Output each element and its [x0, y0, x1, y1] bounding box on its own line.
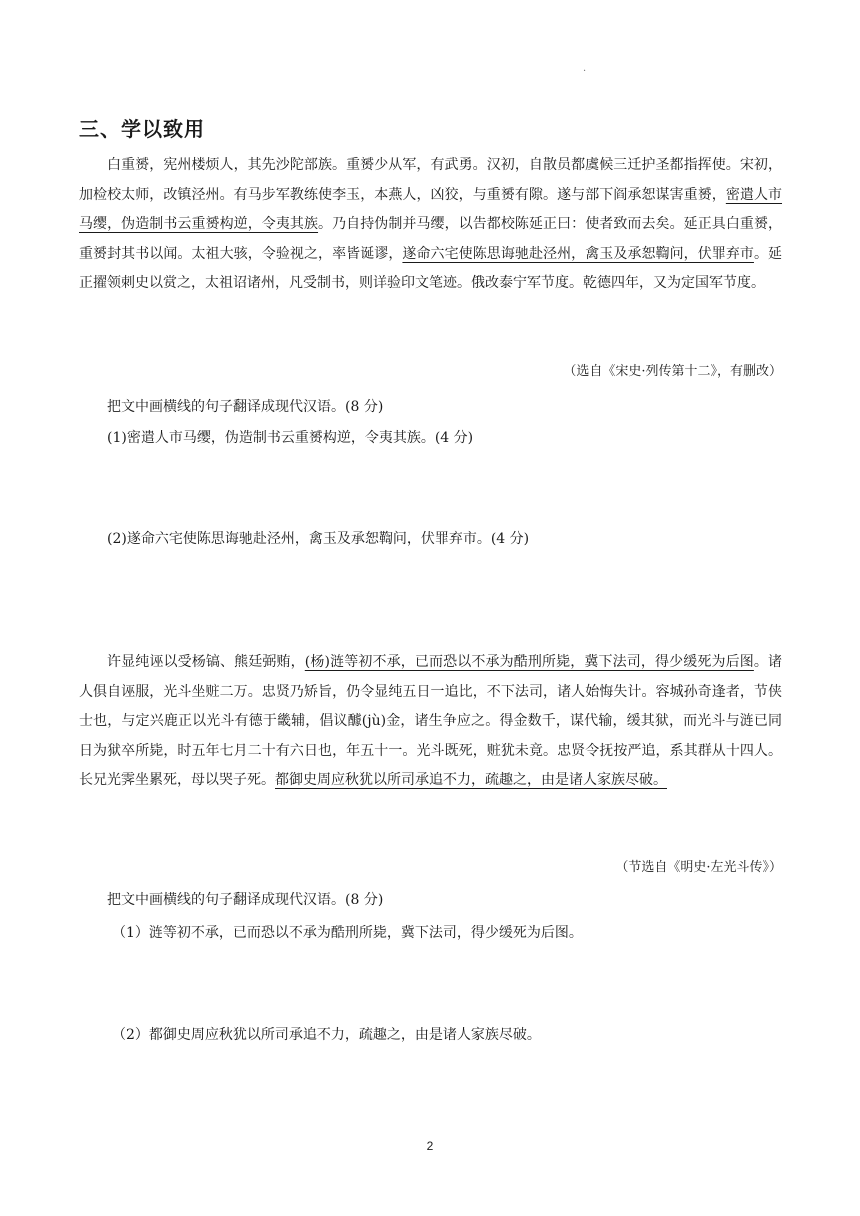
passage-ming-shi — [79, 648, 782, 796]
question-2-1: （1）涟等初不承，已而恐以不承为酷刑所毙，冀下法司，得少缓死为后图。 — [112, 925, 583, 941]
source-citation-2: （节选自《明史·左光斗传》） — [615, 860, 782, 875]
underlined-sentence-1: 密遣人市马缨，伪造制书云重赟构逆，令夷其族 — [79, 186, 783, 232]
passage-text: 。诸人俱自诬服，光斗坐赃二万。忠贤乃矫旨，仍令显纯五日一追比，不下法司，诸人始悔失计。容城孙奇逢者，节侠士也，与定兴鹿正以光斗有德于畿辅，倡议醵(jù)金，诸生争应之。得金数千，谋代输，缓其狱，而光斗与涟已同日为狱卒所毙，时五年七月二十有六日也，年五十一。光斗既死，赃犹未竟。忠贤令抚按严追，系其群从十四人。长兄光霁坐累死，母以哭子死。 — [79, 654, 783, 788]
passage-text: 白重赟，宪州楼烦人，其先沙陀部族。重赟少从军，有武勇。汉初，自散员都虞候三迁护圣都指挥使。宋初，加检校太师，改镇泾州。有马步军教练使李玉，本燕人，凶狡，与重赟有隙。遂与部下阎承恕谋害重赟， — [79, 157, 782, 203]
instruction-1: 把文中画横线的句子翻译成现代汉语。(8 分) — [107, 399, 384, 415]
header-mark: · — [583, 66, 587, 77]
section-title: 三、学以致用 — [79, 117, 205, 141]
source-citation-1: （选自《宋史·列传第十二》，有删改） — [563, 364, 782, 379]
passage-text: 。乃自持伪制并马缨，以告都校陈延正曰：使者致而去矣。延正具白重赟，重赟封其书以闻。太祖大骇，令验视之，率皆诞谬， — [79, 216, 783, 262]
underlined-sentence-3: (杨)涟等初不承，已而恐以不承为酷刑所毙，冀下法司，得少缓死为后图 — [304, 654, 754, 670]
passage-text: 。延正擢领刺史以赏之，太祖诏诸州，凡受制书，则详验印文笔迹。俄改泰宁军节度。乾德四年，又为定国军节度。 — [79, 245, 783, 291]
page-number: 2 — [426, 1139, 434, 1153]
underlined-sentence-4: 都御史周应秋犹以所司承追不力，疏趣之，由是诸人家族尽破。 — [275, 772, 667, 788]
question-2-2: （2）都御史周应秋犹以所司承追不力，疏趣之，由是诸人家族尽破。 — [112, 1027, 541, 1043]
question-1-2: (2)遂命六宅使陈思诲驰赴泾州，禽玉及承恕鞫问，伏罪弃市。(4 分) — [107, 531, 530, 547]
passage-text: 许显纯诬以受杨镐、熊廷弼贿， — [107, 654, 305, 670]
underlined-sentence-2: 遂命六宅使陈思诲驰赴泾州，禽玉及承恕鞫问，伏罪弃市 — [402, 245, 754, 262]
passage-song-shi — [79, 151, 782, 299]
instruction-2: 把文中画横线的句子翻译成现代汉语。(8 分) — [107, 892, 384, 908]
question-1-1: (1)密遣人市马缨，伪造制书云重赟构逆，令夷其族。(4 分) — [107, 430, 474, 446]
